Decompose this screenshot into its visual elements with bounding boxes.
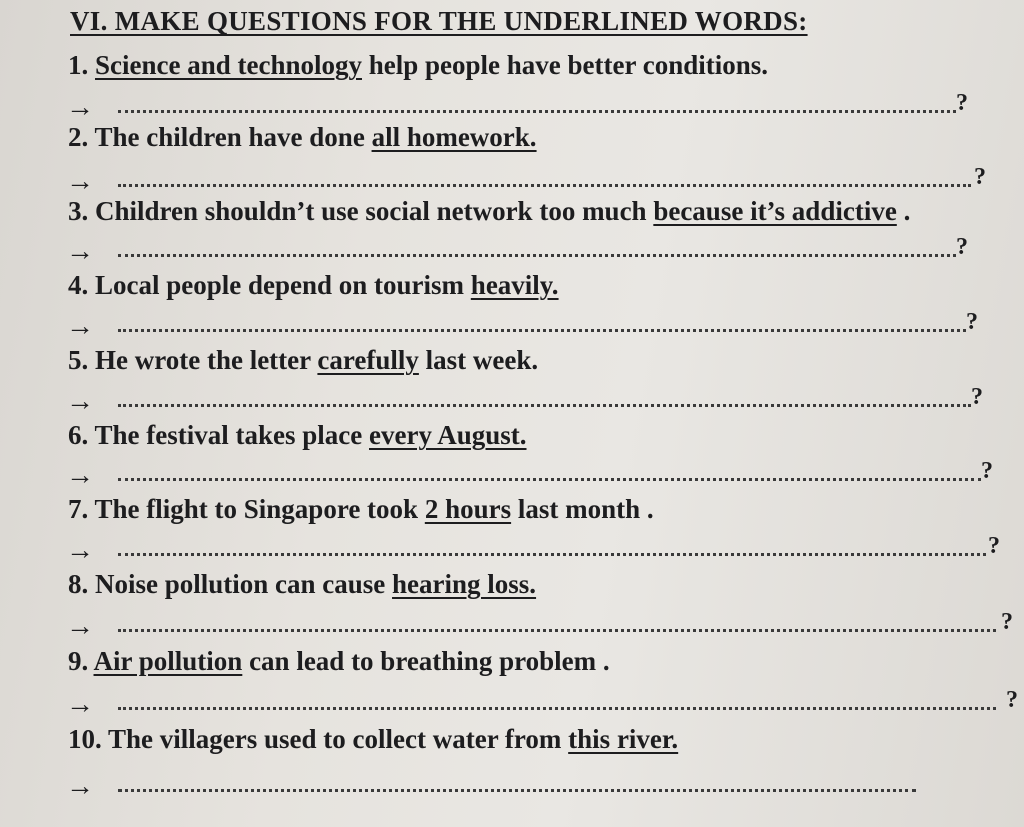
question-3 [68, 196, 910, 227]
dotted-blank [118, 629, 996, 632]
arrow-icon: → [66, 166, 94, 197]
underlined-words: Air pollution [93, 646, 243, 676]
question-mark: ? [1006, 687, 1018, 713]
question-mark: ? [974, 164, 986, 190]
dotted-blank [118, 110, 956, 113]
question-text: The children have done [94, 122, 372, 152]
question-text: The festival takes place [94, 420, 369, 450]
question-text-end: help people have better conditions. [362, 50, 769, 80]
question-mark: ? [966, 309, 978, 335]
question-text-end: last week. [418, 345, 539, 375]
underlined-words: carefully [317, 345, 419, 375]
dotted-blank [118, 329, 966, 332]
section-title: VI. MAKE QUESTIONS FOR THE UNDERLINED WORDS: [70, 6, 808, 36]
question-text: The flight to Singapore took [94, 494, 425, 524]
dotted-blank [118, 553, 986, 556]
arrow-icon: → [66, 386, 94, 417]
question-mark: ? [988, 533, 1000, 559]
answer-line-6[interactable] [66, 458, 1006, 494]
question-text-end: can lead to breathing problem . [242, 646, 610, 676]
arrow-icon: → [66, 460, 94, 491]
underlined-words: heavily. [470, 270, 559, 300]
question-number: 2. [68, 122, 95, 152]
arrow-icon: → [66, 311, 94, 342]
answer-line-7[interactable] [66, 533, 1006, 569]
arrow-icon: → [66, 771, 94, 802]
arrow-icon: → [66, 236, 94, 267]
underlined-words: 2 hours [424, 494, 512, 524]
question-9 [68, 646, 610, 677]
underlined-words: Science and technology [95, 50, 362, 80]
arrow-icon: → [66, 611, 94, 642]
question-mark: ? [956, 234, 968, 260]
question-1 [68, 50, 768, 81]
question-mark: ? [956, 90, 968, 116]
answer-line-3[interactable] [66, 234, 1006, 270]
question-number: 5. [68, 345, 95, 375]
question-mark: ? [971, 384, 983, 410]
question-number: 6. [68, 420, 95, 450]
question-number: 4. [68, 270, 95, 300]
underlined-words: because it’s addictive [653, 196, 897, 226]
underlined-words: this river. [568, 724, 679, 754]
question-text-end: last month . [511, 494, 654, 524]
arrow-icon: → [66, 92, 94, 123]
question-number: 8. [68, 569, 95, 599]
question-text-end: . [896, 196, 911, 226]
question-7 [68, 494, 654, 525]
question-5 [68, 345, 538, 376]
answer-line-8[interactable] [66, 609, 1013, 645]
question-number: 10. [68, 724, 109, 754]
underlined-words: hearing loss. [392, 569, 537, 599]
answer-line-4[interactable] [66, 309, 1006, 345]
question-6 [68, 420, 527, 451]
answer-line-10[interactable] [66, 771, 1006, 805]
arrow-icon: → [66, 689, 94, 720]
dotted-blank [118, 789, 916, 792]
dotted-blank [118, 478, 981, 481]
question-text: The villagers used to collect water from [108, 724, 569, 754]
question-text: Noise pollution can cause [95, 569, 393, 599]
dotted-blank [118, 254, 956, 257]
question-number: 3. [68, 196, 95, 226]
question-text: Local people depend on tourism [95, 270, 471, 300]
question-text: Children shouldn’t use social network too much [95, 196, 654, 226]
question-text: He wrote the letter [95, 345, 318, 375]
dotted-blank [118, 404, 971, 407]
underlined-words: all homework. [371, 122, 537, 152]
question-number: 7. [68, 494, 95, 524]
arrow-icon: → [66, 535, 94, 566]
question-8 [68, 569, 536, 600]
question-mark: ? [981, 458, 993, 484]
answer-line-9[interactable] [66, 687, 1018, 723]
underlined-words: every August. [369, 420, 527, 450]
question-10 [68, 724, 678, 755]
question-number: 9. [68, 646, 94, 676]
dotted-blank [118, 184, 971, 187]
dotted-blank [118, 707, 996, 710]
question-2 [68, 122, 537, 153]
answer-line-5[interactable] [66, 384, 1006, 420]
question-4 [68, 270, 559, 301]
question-number: 1. [68, 50, 95, 80]
question-mark: ? [1001, 609, 1013, 635]
